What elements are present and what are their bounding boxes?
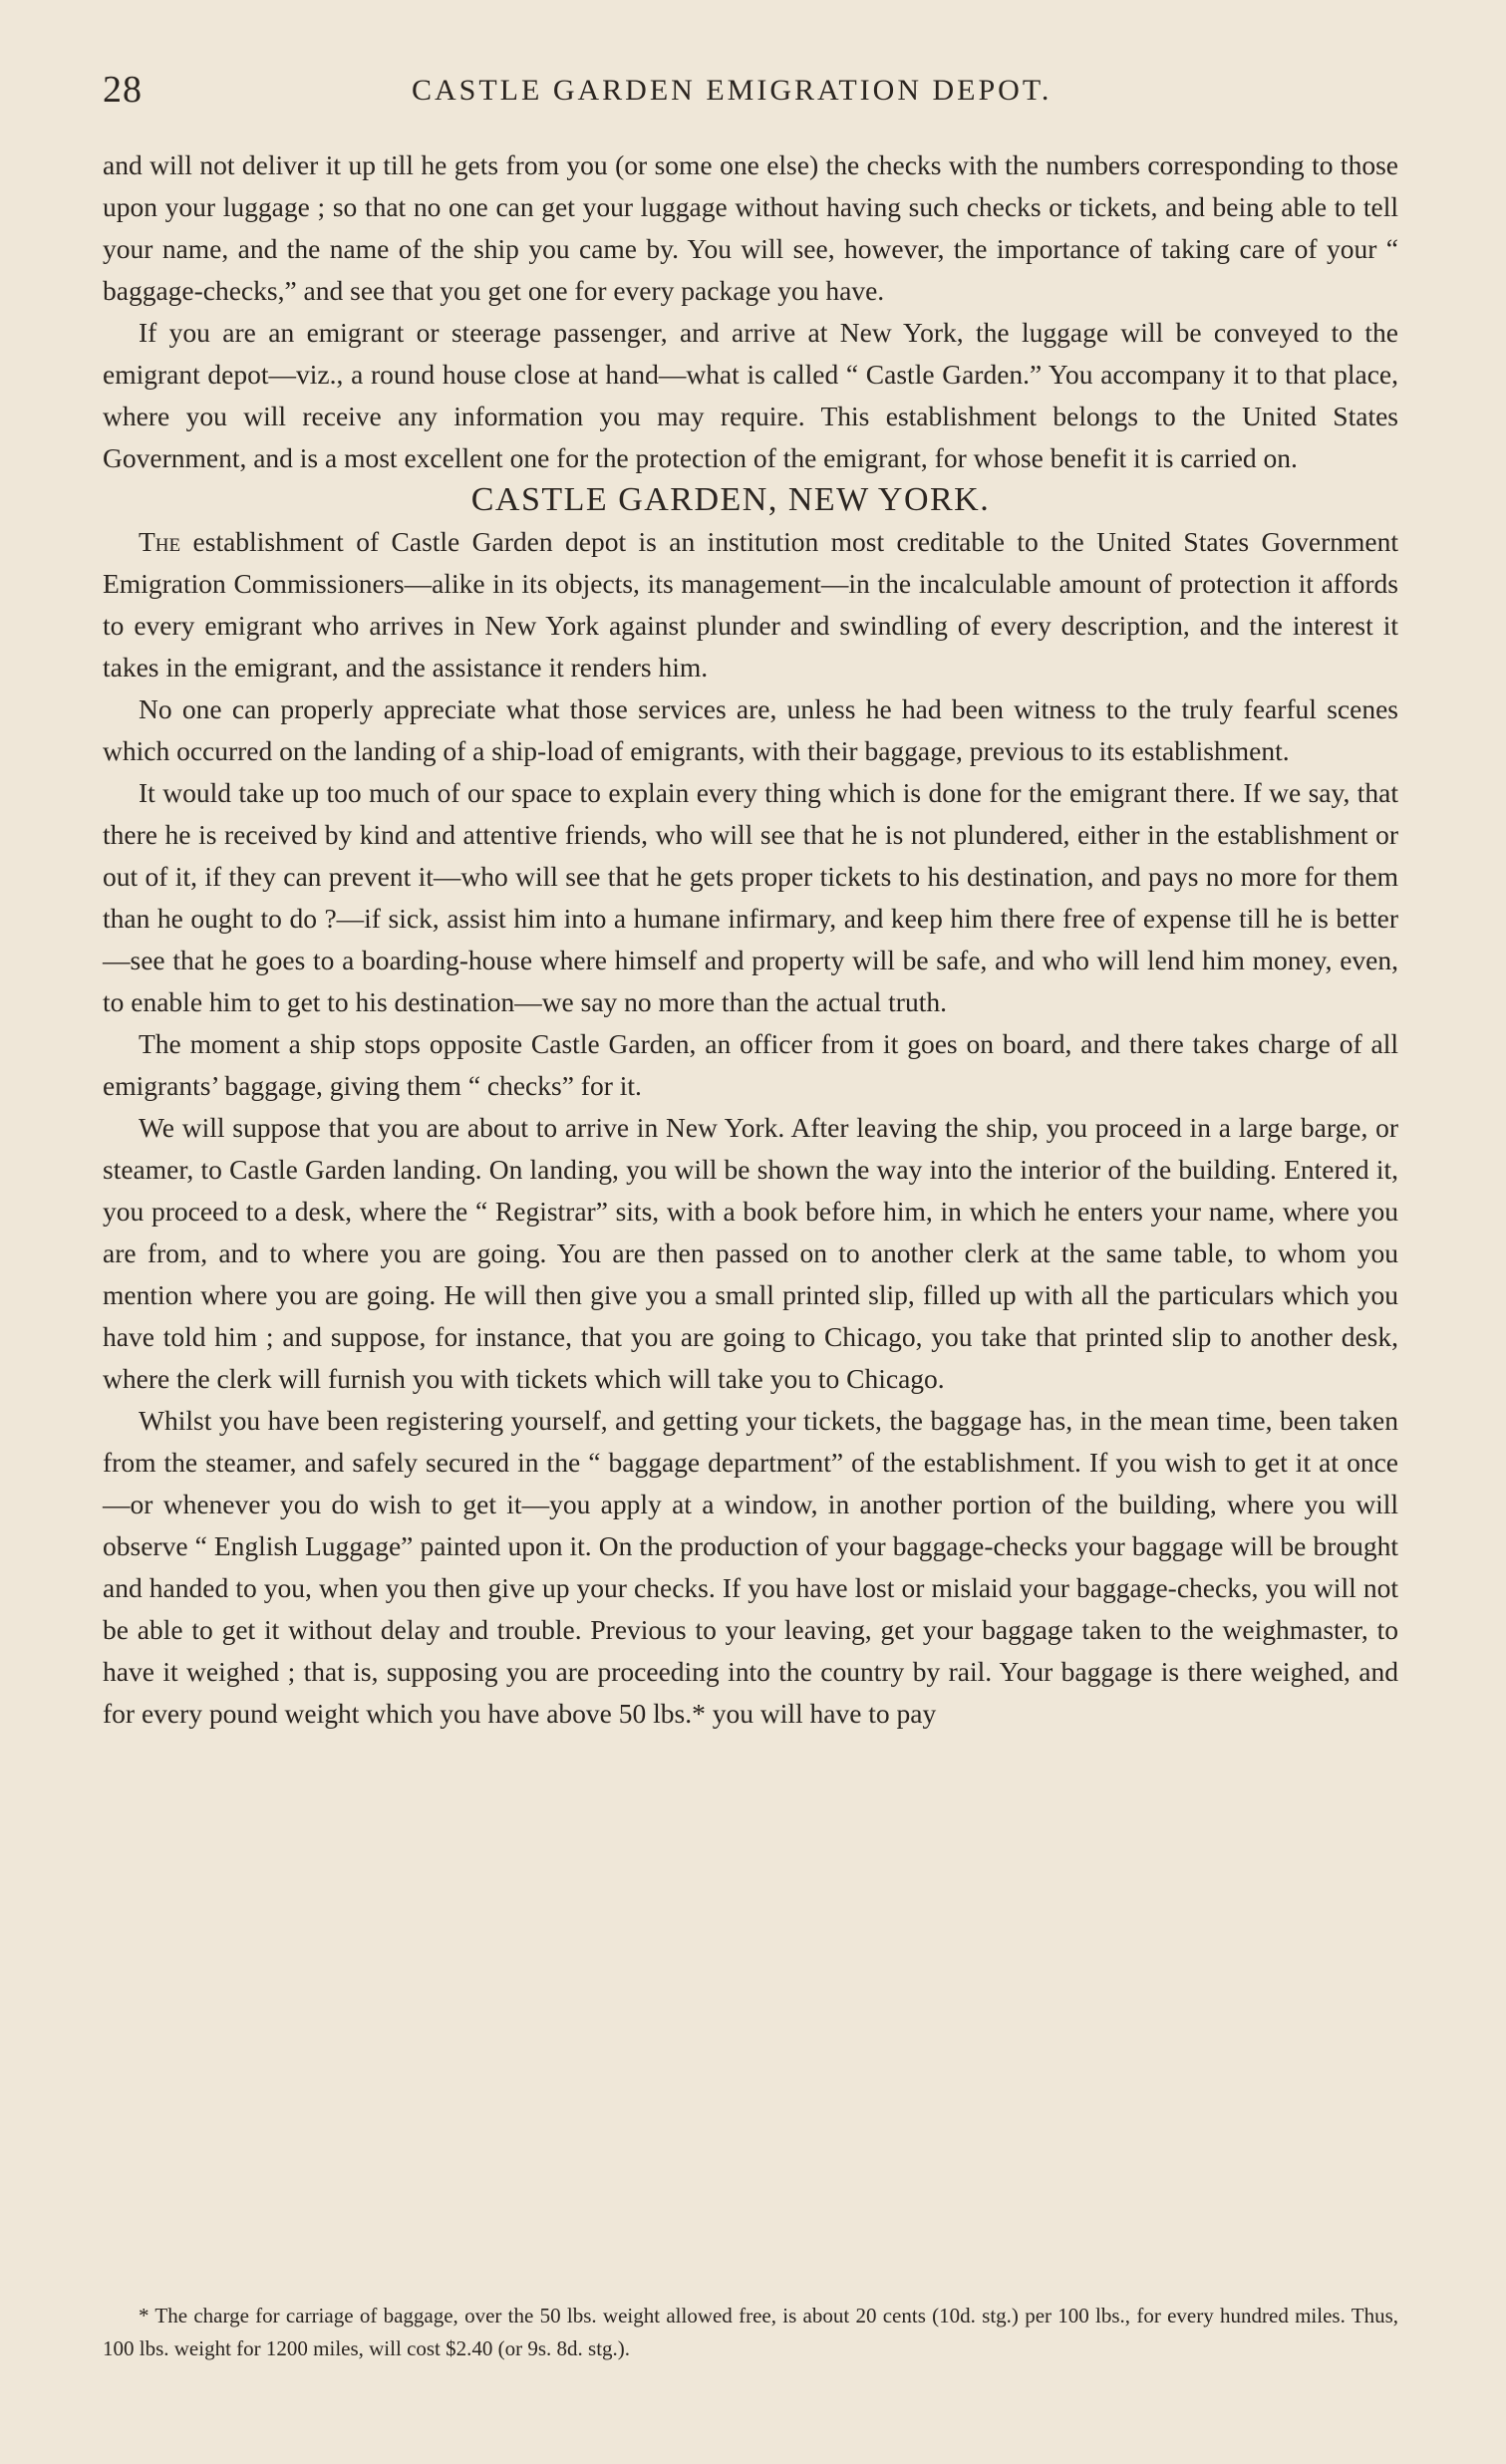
section-title: CASTLE GARDEN, NEW YORK. (470, 481, 991, 518)
page-number: 28 (103, 69, 143, 111)
paragraph: We will suppose that you are about to arrive in New York. After leaving the ship, you proceed in a large barge, or steamer, to Castle Garden landing. On landing, you will be shown the way into the interior of the building. Entered it, you proceed to a desk, where the “ Registrar” sits, with a book before him, in which he enters your name, where you are from, and to where you are going. You are then passed on to another clerk at the same table, to whom you mention where you are going. He will then give you a small printed slip, filled up with all the particulars which you have told him ; and suppose, for instance, that you are going to Chicago, you take that printed slip to another desk, where the clerk will furnish you with tickets which will take you to Chicago. (103, 1112, 1398, 1394)
footnote (103, 2300, 1398, 2365)
paragraph: and will not deliver it up till he gets from you (or some one else) the checks with the numbers corresponding to those upon your luggage ; so that no one can get your luggage without having such checks or tickets, and being able to tell your name, and the name of the ship you came by. You will see, however, the importance of taking care of your “ baggage-checks,” and see that you get one for every package you have. (103, 149, 1398, 306)
running-head: CASTLE GARDEN EMIGRATION DEPOT. (412, 74, 1053, 107)
lead-word: The (139, 526, 181, 557)
paragraph: Whilst you have been registering yourself, and getting your tickets, the baggage has, in the mean time, been taken from the steamer, and safely secured in the “ baggage department” of the establishment. If you wish to get it at once—or whenever you do wish to get it—you apply at a window, in another portion of the building, where you will observe “ English Luggage” painted upon it. On the production of your baggage-checks your baggage will be brought and handed to you, when you then give up your checks. If you have lost or mislaid your baggage-checks, you will not be able to get it without delay and trouble. Previous to your leaving, get your baggage taken to the weighmaster, to have it weighed ; that is, supposing you are proceeding into the country by rail. Your baggage is there weighed, and for every pound weight which you have above 50 lbs.* you will have to pay (103, 1405, 1398, 1729)
footnote-text: * The charge for carriage of baggage, over the 50 lbs. weight allowed free, is about 20 cents (10d. stg.) per 100 lbs., for every hundred miles. Thus, 100 lbs. weight for 1200 miles, will cost $2.40 (or 9s. 8d. stg.). (103, 2304, 1398, 2360)
paragraph: No one can properly appreciate what those services are, unless he had been witness to the truly fearful scenes which occurred on the landing of a ship-load of emigrants, with their baggage, previous to its establishment. (103, 693, 1398, 766)
paragraph: The moment a ship stops opposite Castle Garden, an officer from it goes on board, and there takes charge of all emigrants’ baggage, giving them “ checks” for it. (103, 1028, 1398, 1101)
paragraph-text: establishment of Castle Garden depot is an institution most creditable to the United States Government Emigration Commissioners—alike in its objects, its management—in the incalculable amount of protection it affords to every emigrant who arrives in New York against plunder and swindling of every description, and the interest it takes in the emigrant, and the assistance it renders him. (103, 526, 1398, 683)
paragraph: It would take up too much of our space to explain every thing which is done for the emigrant there. If we say, that there he is received by kind and attentive friends, who will see that he is not plundered, either in the establishment or out of it, if they can prevent it—who will see that he gets proper tickets to his destination, and pays no more for them than he ought to do ?—if sick, assist him into a humane infirmary, and keep him there free of expense till he is better—see that he goes to a boarding-house where himself and property will be safe, and who will lend him money, even, to enable him to get to his destination—we say no more than the actual truth. (103, 777, 1398, 1017)
paragraph (103, 521, 1398, 688)
page-header (103, 68, 1398, 128)
paragraph: If you are an emigrant or steerage passenger, and arrive at New York, the luggage will be conveyed to the emigrant depot—viz., a round house close at hand—what is called “ Castle Garden.” You accompany it to that place, where you will receive any information you may require. This establishment belongs to the United States Government, and is a most excellent one for the protection of the emigrant, for whose benefit it is carried on. (103, 317, 1398, 473)
body-text (103, 144, 1398, 1735)
